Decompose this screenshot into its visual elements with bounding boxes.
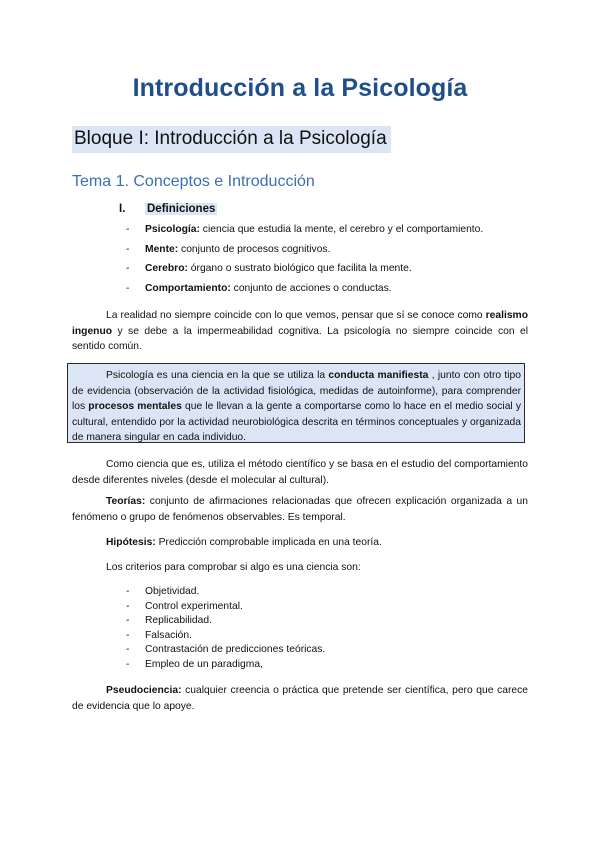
- definition-term: Comportamiento:: [145, 282, 231, 294]
- criterion-text: Control experimental.: [145, 600, 243, 612]
- list-item: [126, 262, 483, 282]
- list-item: [126, 643, 325, 658]
- text-run: que le llevan a la gente a comportarse como lo hace en el medio social y cultural, entendido por la actividad neurobiológica descrita en términos conceptuales y organizada de manera singular en cada individuo.: [72, 401, 521, 443]
- definition-term: Psicología:: [145, 224, 200, 235]
- page-title: Introducción a la Psicología: [132, 74, 468, 102]
- text-run: Predicción comprobable implicada en una teoría.: [155, 537, 382, 548]
- paragraph-ciencia: Como ciencia que es, utiliza el método científico y se basa en el estudio del comportamiento desde diferentes niveles (desde el molecular al cultural).: [72, 459, 528, 486]
- definition-text: conjunto de procesos cognitivos.: [178, 243, 331, 255]
- text-run: cualquier creencia o práctica que pretende ser científica, pero que carece de evidencia que lo apoye.: [72, 685, 528, 712]
- bullet-dash: -: [126, 600, 130, 612]
- text-run: conjunto de afirmaciones relacionadas que ofrecen explicación organizada a un fenómeno o grupo de fenómenos observables. Es temporal.: [72, 496, 528, 523]
- criterion-text: Replicabilidad.: [145, 615, 212, 626]
- text-run: Psicología es una ciencia en la que se utiliza la: [106, 370, 329, 381]
- definition-text: ciencia que estudia la mente, el cerebro y el comportamiento.: [199, 224, 484, 235]
- bullet-dash: -: [126, 658, 130, 670]
- bullet-dash: -: [126, 586, 130, 597]
- text-run: y se debe a la impermeabilidad cognitiva. La psicología no siempre coincide con el sentido común.: [72, 325, 528, 352]
- bullet-dash: -: [126, 243, 130, 255]
- definitions-list: [126, 223, 483, 301]
- bullet-dash: -: [126, 615, 130, 626]
- bold-term: Hipótesis:: [106, 537, 156, 548]
- highlight-box-text: [72, 368, 521, 446]
- definiciones-label: Definiciones: [147, 203, 216, 215]
- paragraph-teorias: [72, 494, 528, 525]
- bullet-dash: -: [126, 282, 130, 294]
- bullet-dash: -: [126, 263, 130, 274]
- criterion-text: Falsación.: [145, 629, 192, 641]
- bold-term: procesos mentales: [88, 401, 182, 412]
- subsection-heading-tema: Tema 1. Conceptos e Introducción: [72, 173, 315, 190]
- criteria-list: [126, 585, 325, 672]
- text-run: , junto con otro tipo de evidencia (observación de la actividad fisiológica, medidas de autoinforme), para comprender los: [72, 370, 521, 412]
- criterion-text: Contrastación de predicciones teóricas.: [145, 644, 326, 655]
- paragraph-realidad: [72, 308, 528, 355]
- paragraph-pseudociencia: [72, 683, 528, 714]
- bold-term: conducta manifiesta: [328, 370, 429, 381]
- bullet-dash: -: [126, 224, 130, 235]
- definiciones-number: I.: [119, 203, 126, 215]
- criterion-text: Empleo de un paradigma,: [145, 658, 263, 670]
- section-heading-bloque: Bloque I: Introducción a la Psicología: [72, 126, 391, 153]
- list-item: [126, 282, 483, 302]
- paragraph-hipotesis: [72, 535, 528, 551]
- list-item: [126, 223, 483, 243]
- bold-term: Teorías:: [106, 496, 146, 507]
- bold-term: realismo ingenuo: [72, 310, 528, 337]
- highlight-box: [67, 363, 525, 443]
- list-item: [126, 629, 325, 644]
- definition-term: Mente:: [145, 243, 179, 255]
- definition-text: conjunto de acciones o conductas.: [230, 282, 392, 294]
- definiciones-heading: [119, 203, 217, 215]
- text-run: La realidad no siempre coincide con lo que vemos, pensar que sí se conoce como: [106, 310, 486, 321]
- list-item: [126, 243, 483, 263]
- definition-term: Cerebro:: [145, 263, 188, 274]
- list-item: [126, 614, 325, 629]
- bullet-dash: -: [126, 629, 130, 641]
- paragraph-criterios-intro: Los criterios para comprobar si algo es una ciencia son:: [106, 562, 361, 573]
- criterion-text: Objetividad.: [145, 586, 200, 597]
- list-item: [126, 585, 325, 600]
- bullet-dash: -: [126, 644, 130, 655]
- list-item: [126, 600, 325, 615]
- definition-text: órgano o sustrato biológico que facilita la mente.: [187, 263, 412, 274]
- bold-term: Pseudociencia:: [106, 685, 182, 696]
- list-item: [126, 658, 325, 673]
